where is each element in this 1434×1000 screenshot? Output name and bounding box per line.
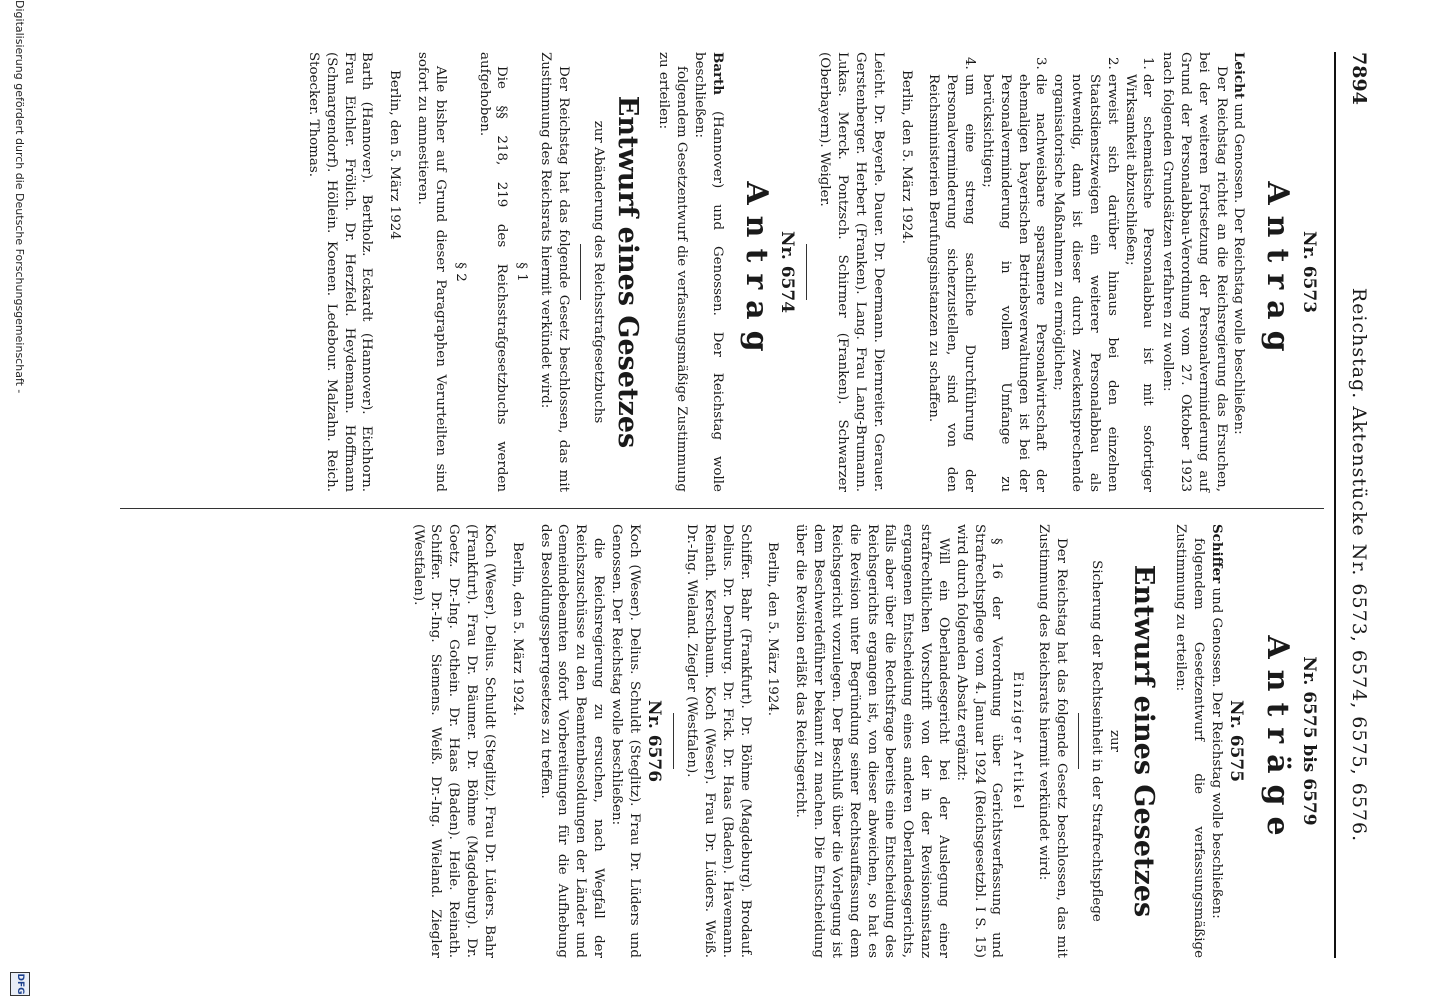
motion-6576-intro: Koch (Weser). Delius. Schuldt (Steglitz). Frau Dr. Lüders und Genossen. Der Reichstag wolle beschließen: <box>608 524 642 958</box>
list-item: 4. um eine streng sachliche Durchführung der Personalverminderung sicherzustellen, sind von den Reichsministerien Berufungsinstanzen zu schaffen. <box>925 74 978 492</box>
motion-6574-paragraph: folgendem Gesetzentwurf die verfassungsmäßige Zustimmung zu erteilen: <box>656 52 690 492</box>
motion-6575-intro-name: Schiffer <box>1208 524 1225 584</box>
motion-6573-intro <box>1230 52 1248 492</box>
motion-6575-paragraph: folgendem Gesetzentwurf die verfassungsmäßige Zustimmung zu erteilen: <box>1173 524 1207 958</box>
digitization-footer <box>6 0 30 1000</box>
motion-6574-date: Berlin, den 5. März 1924 <box>387 70 403 240</box>
motion-6574-number: Nr. 6574 <box>777 230 798 314</box>
motion-6574-enactment: Der Reichstag hat das folgende Gesetz beschlossen, das mit Zustimmung des Reichsrats hiermit verkündet wird: <box>538 52 571 492</box>
section-divider <box>1078 713 1079 769</box>
motion-6574-draft-title: Entwurf eines Gesetzes <box>611 95 643 449</box>
motion-6576-date: Berlin, den 5. März 1924. <box>509 542 525 717</box>
page-header <box>1342 52 1376 958</box>
motion-6574-intro-text: (Hannover) und Genossen. Der Reichstag wolle beschließen: <box>692 52 725 492</box>
motion-6575-intro <box>1207 524 1225 958</box>
motion-6573-list <box>925 52 1157 492</box>
motion-6574-intro <box>690 52 726 492</box>
digitization-credit: Digitalisierung gefördert durch die Deutsche Forschungsgemeinschaft - <box>13 0 26 394</box>
motion-6573-date: Berlin, den 5. März 1924. <box>898 70 914 245</box>
running-head: Reichstag. Aktenstücke Nr. 6573, 6574, 6575, 6576. <box>1348 287 1370 843</box>
column-divider <box>120 508 1324 509</box>
motion-6575-intro-text: und Genossen. Der Reichstag wolle beschließen: <box>1208 587 1224 919</box>
header-rule <box>1334 52 1336 958</box>
motion-6573-intro-name: Leicht <box>1231 52 1248 100</box>
motion-6575-signatories: Schiffer. Bahr (Frankfurt). Dr. Böhme (Magdeburg). Brodauf. Delius. Dr. Dernburg. Dr. Fick. Dr. Haas (Baden). Havemann. Reinath. Kerschbaum. Koch (Weser). Frau Dr. Lüders. Weiß. Dr.-Ing. Wieland. Ziegler (Westfalen). <box>684 524 753 958</box>
motion-6575-article-heading: Einziger Artikel <box>1010 671 1026 811</box>
motion-6575-draft-title: Entwurf eines Gesetzes <box>1128 564 1160 918</box>
motion-6575-date: Berlin, den 5. März 1924. <box>765 542 781 717</box>
right-column <box>409 524 1322 958</box>
left-column <box>304 52 1322 492</box>
motion-6574-signatories: Barth (Hannover). Bertholz. Eckardt (Hannover). Eichhorn. Frau Eichler. Frölich. Dr. Herzfeld. Heydemann. Hoffmann (Schmargendorf). Höllein. Koenen. Ledebour. Malzahn. Reich. Stoecker. Thomas. <box>305 52 375 492</box>
motion-6573-paragraph: Der Reichstag richtet an die Reichsregierung das Ersuchen, bei der weiteren Fortsetzung der Personalverminderung auf Grund der Personalabbau-Verordnung vom 27. Oktober 1923 nach folgenden Grundsätzen verfahren zu wollen: <box>1160 52 1229 492</box>
motion-6574-section-2-heading: § 2 <box>452 262 468 282</box>
motion-6576-text: die Reichsregierung zu ersuchen, nach Wegfall der Reichszuschüsse zu den Beamtenbesoldungen der Länder und Gemeindebeamten sofort Vorbereitungen für die Aufhebung des Besoldungssperrgesetzes zu treffen. <box>537 524 607 958</box>
motion-6575-enactment: Der Reichstag hat das folgende Gesetz beschlossen, das mit Zustimmung des Reichsrats hiermit verkündet wird: <box>1036 524 1069 958</box>
motion-6575-article-text-2: Will ein Oberlandesgericht bei der Auslegung einer strafrechtlichen Vorschrift von der in der Revisionsinstanz ergangenen Entscheidung eines anderen Oberlandesgerichts, falls aber über die Rechtsfrage bereits eine Entscheidung des Reichsgerichts ergangen ist, von dieser abweichen, so hat es die Revision unter Begründung seiner Rechtsauffassung dem Reichsgericht vorzulegen. Der Beschluß über die Vorlegung ist dem Beschwerdeführer bekannt zu machen. Die Entscheidung über die Revision erläßt das Reichsgericht. <box>793 524 951 958</box>
motion-6574-title: Antrag <box>738 181 774 363</box>
motions-range-number: Nr. 6575 bis 6579 <box>1299 656 1319 826</box>
motion-6574-draft-subtitle: zur Abänderung des Reichsstrafgesetzbuchs <box>590 120 606 424</box>
motion-6575-draft-zur: zur <box>1107 729 1123 753</box>
motion-6575-draft-subtitle: Sicherung der Rechtseinheit in der Strafrechtspflege <box>1088 560 1104 922</box>
motion-6574-section-1-text: Die §§ 218, 219 des Reichsstrafgesetzbuchs werden aufgehoben. <box>476 52 510 492</box>
motion-6573-title: Antrag <box>1260 181 1296 363</box>
section-divider <box>806 244 807 300</box>
motion-6573-number: Nr. 6573 <box>1299 230 1319 314</box>
motions-range-title: Anträge <box>1260 635 1296 847</box>
motion-6574-intro-name: Barth <box>709 52 726 95</box>
motion-6574-section-1-heading: § 1 <box>514 262 530 282</box>
dfg-logo: DFG <box>10 972 30 996</box>
motion-6574-section-2-text: Alle bisher auf Grund dieser Paragraphen Verurteilten sind sofort zu amnestieren. <box>415 52 448 492</box>
motion-6575-article-text-1: § 16 der Verordnung über Gerichtsverfassung und Strafrechtspflege vom 4. Januar 1924 (Reichsgesetzbl. I S. 15) wird durch folgenden Absatz ergänzt: <box>953 524 1005 958</box>
motion-6576-signatories: Koch (Weser). Delius. Schuldt (Steglitz). Frau Dr. Lüders. Bahr (Frankfurt). Frau Dr. Bäumer. Dr. Böhme (Magdeburg). Dr. Goetz. Dr.-Ing. Gothein. Dr. Haas (Baden). Heile. Reinath. Schiffer. Dr.-Ing. Siemens. Weiß. Dr.-Ing. Wieland. Ziegler (Westfalen). <box>410 524 497 958</box>
list-item: 2. erweist sich darüber hinaus bei den einzelnen Staatsdienstzweigen ein weiterer Personalabbau als notwendig, dann ist dieser durch zweckentsprechende organisatorische Maßnahmen zu ermöglichen; <box>1049 74 1120 492</box>
section-divider <box>673 713 674 769</box>
page-number: 7894 <box>1348 52 1370 105</box>
list-item: 1. der schematische Personalabbau ist mit sofortiger Wirksamkeit abzuschließen; <box>1121 74 1157 492</box>
motion-6575-number: Nr. 6575 <box>1226 699 1247 783</box>
list-item: 3. die nachweisbare sparsamere Personalwirtschaft der ehemaligen bayerischen Betriebsverwaltungen ist bei der Personalverminderung in vollem Umfange zu berücksichtigen; <box>978 74 1049 492</box>
section-divider <box>580 244 581 300</box>
motion-6573-intro-text: und Genossen. Der Reichstag wolle beschließen: <box>1231 103 1247 435</box>
motion-6573-signatories: Leicht. Dr. Beyerle. Dauer. Dr. Deermann. Diernreiter. Gerauer. Gerstenberger. Herbert (Franken). Lang. Frau Lang-Brumann. Lukas. Merck. Pontzsch. Schirmer (Franken). Schwarzer (Oberbayern). Weigler. <box>817 52 886 492</box>
motion-6576-number: Nr. 6576 <box>644 699 665 783</box>
